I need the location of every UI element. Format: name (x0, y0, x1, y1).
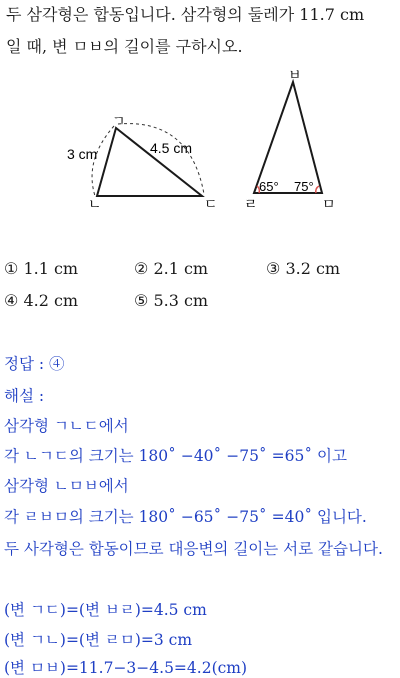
choice-4[interactable] (4, 291, 78, 310)
vertex-label-bottom-right: ㄷ (204, 196, 218, 212)
solution-line-2: 각 ㄴㄱㄷ의 크기는 180˚ −40˚ −75˚ =65˚ 이고 (4, 447, 347, 465)
choice-1-value: 1.1 cm (23, 259, 79, 278)
choice-5-value: 5.3 cm (153, 291, 209, 310)
vertex-label-top: ㅂ (288, 67, 302, 83)
solution-line-3: 삼각형 ㄴㅁㅂ에서 (4, 477, 129, 495)
answer-line: 정답 : ④ (4, 355, 65, 373)
solution-heading: 해설 : (4, 387, 45, 405)
triangle-figure (0, 62, 400, 222)
side-label-3cm: 3 cm (67, 146, 98, 162)
question-line-1: 두 삼각형은 합동입니다. 삼각형의 둘레가 11.7 cm (6, 5, 365, 24)
left-triangle (67, 113, 218, 212)
angle-label-65: 65° (259, 179, 279, 194)
angle-label-75: 75° (294, 179, 314, 194)
question-line-2: 일 때, 변 ㅁㅂ의 길이를 구하시오. (6, 37, 243, 56)
choice-5[interactable] (134, 291, 208, 310)
choice-2-value: 2.1 cm (153, 259, 209, 278)
choice-1-mark: ① (4, 259, 19, 278)
vertex-label-bottom-right: ㅁ (322, 196, 336, 212)
choice-1[interactable] (4, 259, 78, 278)
side-arc-right (118, 124, 204, 194)
choice-2[interactable] (134, 259, 208, 278)
solution-line-1: 삼각형 ㄱㄴㄷ에서 (4, 417, 129, 435)
solution-line-4: 각 ㄹㅂㅁ의 크기는 180˚ −65˚ −75˚ =40˚ 입니다. (4, 508, 367, 526)
solution-line-6: (변 ㄱㄷ)=(변 ㅂㄹ)=4.5 cm (4, 601, 207, 619)
choice-4-mark: ④ (4, 291, 19, 310)
vertex-label-top-left: ㄱ (112, 113, 126, 129)
choice-3[interactable] (266, 259, 340, 278)
solution-line-5: 두 사각형은 합동이므로 대응변의 길이는 서로 같습니다. (4, 540, 383, 558)
solution-line-8: (변 ㅁㅂ)=11.7−3−4.5=4.2(cm) (4, 659, 248, 677)
vertex-label-bottom-left: ㄴ (88, 196, 102, 212)
choice-5-mark: ⑤ (134, 291, 149, 310)
right-triangle (244, 67, 336, 212)
choice-4-value: 4.2 cm (23, 291, 79, 310)
vertex-label-bottom-left: ㄹ (244, 196, 258, 212)
choice-3-mark: ③ (266, 259, 281, 278)
angle-mark-right (316, 186, 319, 193)
solution-line-7: (변 ㄱㄴ)=(변 ㄹㅁ)=3 cm (4, 631, 193, 649)
choice-3-value: 3.2 cm (285, 259, 341, 278)
choice-2-mark: ② (134, 259, 149, 278)
side-label-4-5cm: 4.5 cm (150, 140, 193, 156)
